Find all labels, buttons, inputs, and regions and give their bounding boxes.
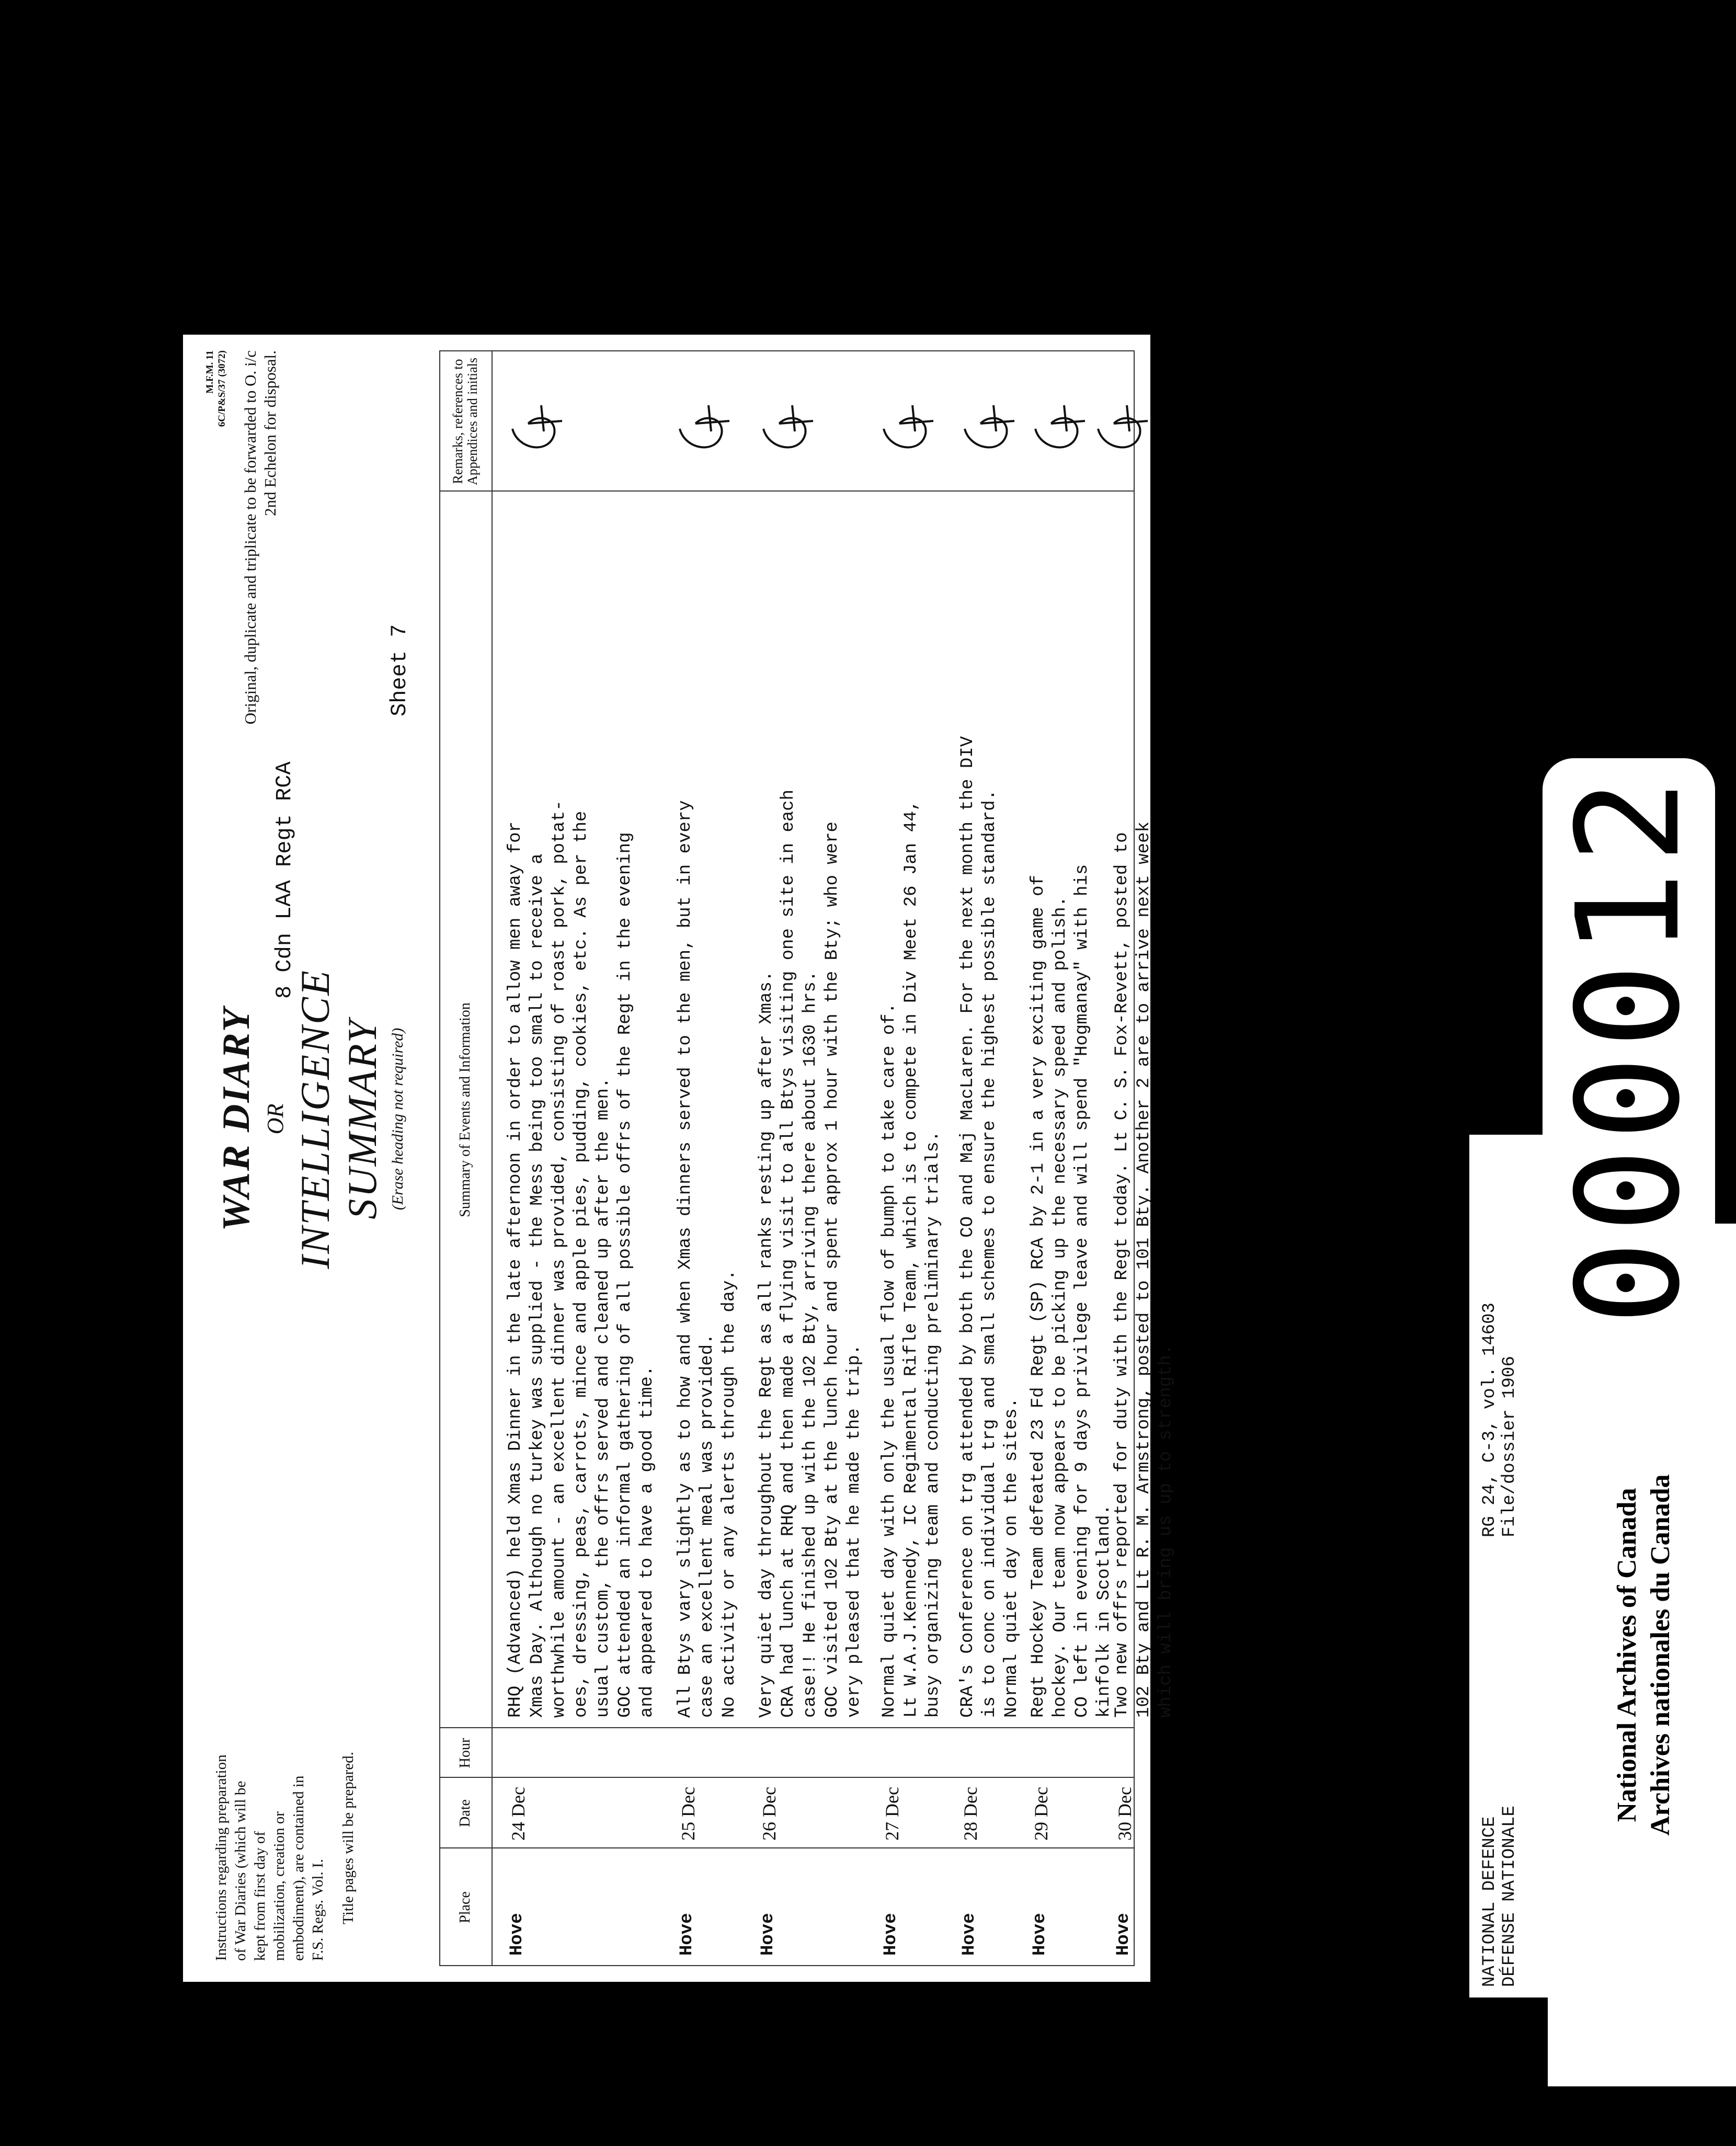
unit-name: 8 Cdn LAA Regt RCA [272, 761, 297, 999]
header-summary: Summary of Events and Information [457, 1002, 473, 1217]
header-hour: Hour [457, 1738, 473, 1768]
header-date: Date [457, 1799, 473, 1827]
form-number: M.F.M. 11 6C/P&S/37 (3072) [204, 350, 227, 427]
disposal-note: Original, duplicate and triplicate to be forwarded to O. i/c 2nd Echelon for disposal. [241, 350, 279, 725]
handwritten-initial [507, 397, 565, 460]
handwritten-initial [960, 397, 1017, 460]
entry-summary: RHQ (Advanced) held Xmas Dinner in the late afternoon in order to allow men away for Xmas Day. Although no turkey was supplied - the Mess being too small to receive a worthwhile amount - an excellent dinner was provided, consisting of roast pork, potat- oes, dressing, peas, carrots, mince and apple pies, pudding, cookies, etc. As per the usual custom, the offrs served and cleaned up after the men. GOC attended an informal gathering of all possible offrs of the Regt in the evening and appeared to have a good time. [506, 800, 657, 1718]
file-reference: RG 24, C-3, vol. 14603 File/dossier 1906 [1480, 1303, 1520, 1537]
entry-place: Hove [881, 1913, 901, 1956]
archives-name-en: National Archives of Canada [1612, 1488, 1642, 1822]
entry-place: Hove [960, 1913, 979, 1956]
entry-date: 25 Dec [678, 1787, 699, 1841]
entry-summary: Normal quiet day with only the usual flow of bumph to take care of. Lt W.A.J.Kennedy, IC Regimental Rifle Team, which is to compete in Div Meet 26 Jan 44, busy organizing team and conducting preliminary trials. [880, 800, 943, 1718]
entry-summary: Two new offrs reported for duty with the Regt today. Lt C. S. Fox-Revett, posted to 102 Bty and Lt R. M. Armstrong, posted to 101 Bty. Another 2 are to arrive next week which will bring us up to strength. [1112, 821, 1176, 1718]
entry-place: Hove [677, 1913, 697, 1956]
column-rule [439, 1727, 1135, 1728]
entry-date: 24 Dec [508, 1787, 529, 1841]
instructions-note: Instructions regarding preparation of War Diaries (which will be kept from first day of mobilization, creation or embodiment), are contained in F.S. Regs. Vol. I. [213, 1754, 326, 1961]
table-header-rule [492, 350, 493, 1966]
entry-summary: CRA's Conference on trg attended by both the CO and Maj MacLaren. For the next month the DIV is to conc on individual trg and small schemes to ensure the highest possible standard. Normal quiet day on the sites. [958, 736, 1022, 1718]
entry-date: 28 Dec [960, 1787, 981, 1841]
form-title [214, 936, 407, 1302]
title-war-diary: WAR DIARY [215, 1007, 258, 1231]
national-defence-label: NATIONAL DEFENCE DÉFENSE NATIONALE [1480, 1806, 1520, 1987]
title-pages-note: Title pages will be prepared. [340, 1752, 357, 1924]
entry-place: Hove [758, 1913, 778, 1956]
diary-table [439, 350, 1176, 1966]
column-rule [439, 1847, 1135, 1848]
handwritten-initial [675, 397, 732, 460]
handwritten-initial [758, 397, 816, 460]
erase-heading-note: (Erase heading not required) [389, 1028, 406, 1211]
header-remarks: Remarks, references to Appendices and initials [450, 357, 480, 486]
entry-place: Hove [507, 1913, 527, 1956]
entry-place: Hove [1030, 1913, 1050, 1956]
column-rule [439, 350, 1135, 351]
title-intelligence-summary: INTELLIGENCE SUMMARY [292, 969, 385, 1269]
entry-place: Hove [1114, 1913, 1134, 1956]
header-place: Place [457, 1891, 473, 1923]
handwritten-initial [1030, 397, 1088, 460]
national-archives-stamp [1548, 1224, 1736, 2086]
frame-number: 000012 [1543, 758, 1715, 1339]
sheet-number: Sheet 7 [387, 624, 412, 716]
entry-date: 29 Dec [1031, 1787, 1052, 1841]
entry-summary: Regt Hockey Team defeated 23 Fd Regt (SP) RCA by 2-1 in a very exciting game of hockey. Our team now appears to be picking up the necessary speed and polish. CO left in evening for 9 days privilege leave and will spend "Hogmanay" with his kinfolk in Scotland. [1029, 864, 1114, 1718]
title-or: OR [262, 1103, 288, 1135]
entry-date: 27 Dec [882, 1787, 903, 1841]
entry-date: 30 Dec [1114, 1787, 1135, 1841]
handwritten-initial [878, 397, 936, 460]
entry-date: 26 Dec [759, 1787, 780, 1841]
handwritten-initial [1093, 397, 1150, 460]
war-diary-form [183, 335, 1176, 1982]
column-rule [439, 1965, 1135, 1966]
archives-name-fr: Archives nationales du Canada [1646, 1474, 1675, 1836]
entry-summary: All Btys vary slightly as to how and when Xmas dinners served to the men, but in every case an excellent meal was provided. No activity or any alerts through the day. [676, 800, 739, 1718]
entry-summary: Very quiet day throughout the Regt as all ranks resting up after Xmas. CRA had lunch at RHQ and then made a flying visit to all Btys visiting one site in each case!! He finished up with the 102 Bty, arriving there about 1630 hrs. GOC visited 102 Bty at the lunch hour and spent approx 1 hour with the Bty; who were very pleased that he made the trip. [757, 789, 864, 1718]
column-rule [439, 490, 1135, 492]
